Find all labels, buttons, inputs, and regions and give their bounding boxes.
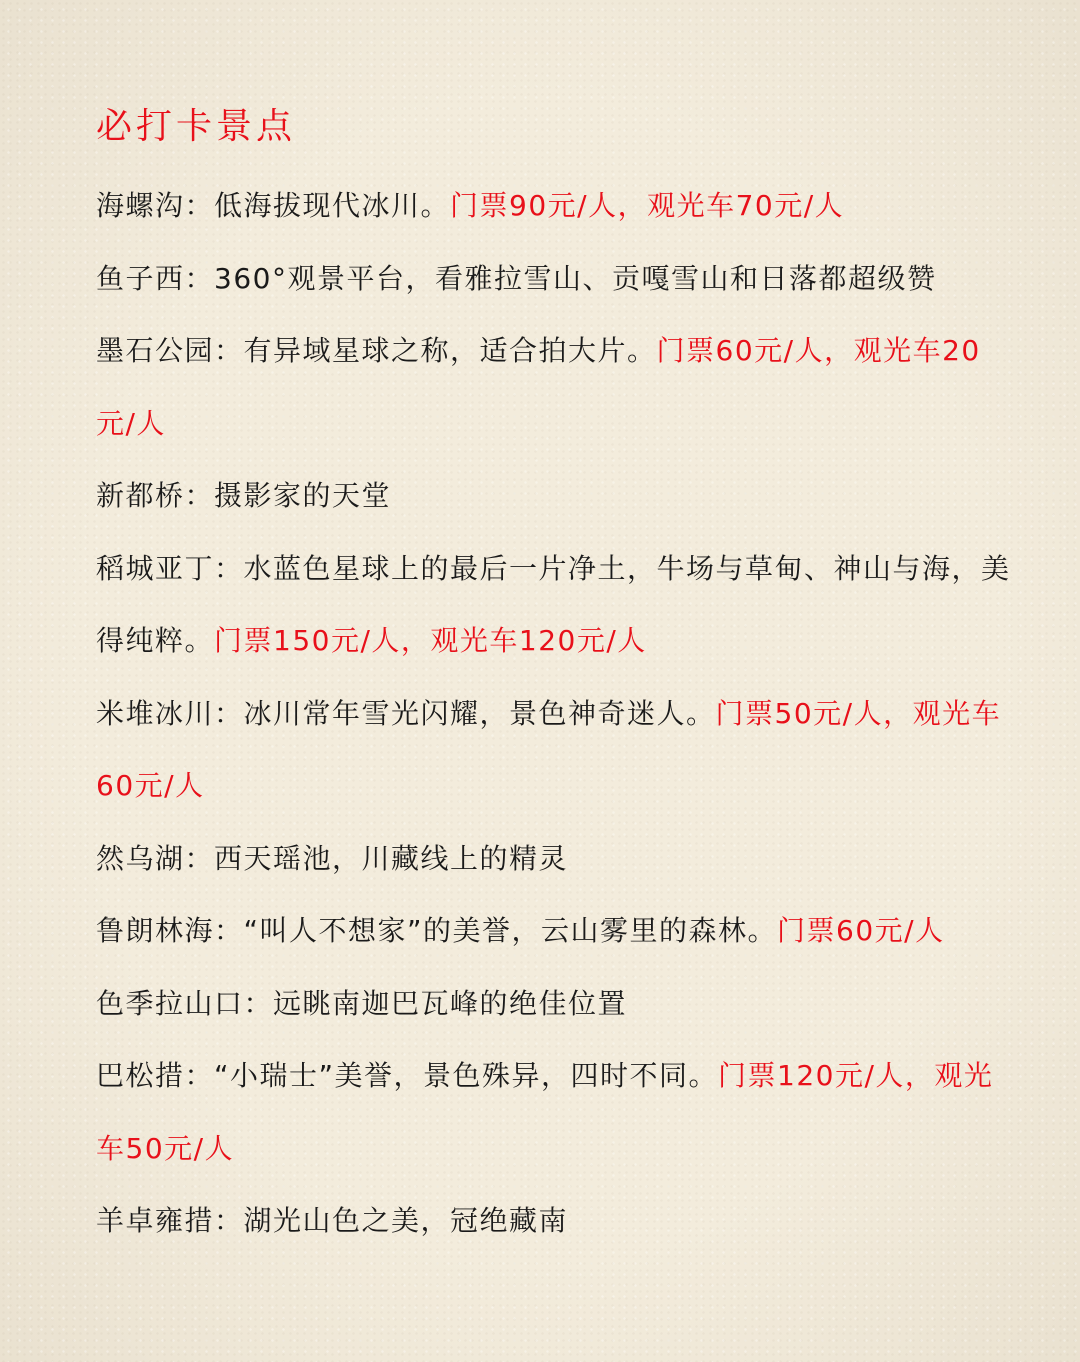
attraction-item: [96, 170, 1020, 243]
attraction-item: [96, 315, 1020, 460]
separator: ：: [214, 914, 244, 947]
ticket-price: 门票90元/人，观光车70元/人: [450, 189, 845, 222]
attraction-item: [96, 968, 1020, 1041]
attraction-description: “叫人不想家”的美誉，云山雾里的森林。: [243, 914, 778, 947]
attraction-name: 新都桥: [96, 479, 185, 512]
ticket-price: 门票120元/人，观光车50元/人: [96, 1059, 994, 1165]
separator: ：: [184, 479, 215, 512]
ticket-price: 门票60元/人: [777, 914, 945, 947]
attraction-description: 西天瑶池，川藏线上的精灵: [214, 841, 569, 875]
attraction-item: [96, 678, 1020, 823]
attraction-description: 水蓝色星球上的最后一片净土，牛场与草甸、神山与海，美得纯粹。: [96, 551, 1011, 657]
attraction-item: [96, 1185, 1020, 1258]
attraction-name: 鲁朗林海: [96, 914, 215, 947]
ticket-price: 门票60元/人，观光车20元/人: [96, 334, 981, 440]
separator: ：: [214, 1204, 244, 1237]
attraction-description: 摄影家的天堂: [214, 479, 392, 512]
attraction-description: 远眺南迦巴瓦峰的绝佳位置: [273, 986, 628, 1020]
attraction-item: [96, 823, 1020, 896]
attraction-description: 低海拔现代冰川。: [214, 189, 451, 222]
separator: ：: [184, 841, 215, 875]
attraction-description: 湖光山色之美，冠绝藏南: [243, 1204, 569, 1237]
separator: ：: [184, 1059, 215, 1092]
attraction-name: 鱼子西: [96, 261, 185, 295]
attraction-name: 羊卓雍措: [96, 1204, 215, 1237]
attraction-list: [96, 170, 1020, 1258]
attraction-name: 墨石公园: [96, 334, 215, 367]
attraction-description: “小瑞士”美誉，景色殊异，四时不同。: [214, 1059, 719, 1092]
page-title: 必打卡景点: [96, 106, 297, 147]
separator: ：: [184, 261, 215, 295]
attraction-description: 冰川常年雪光闪耀，景色神奇迷人。: [243, 696, 716, 730]
attraction-name: 海螺沟: [96, 189, 185, 222]
attraction-name: 色季拉山口: [96, 986, 244, 1020]
attraction-name: 稻城亚丁: [96, 551, 215, 585]
ticket-price: 门票50元/人，观光车60元/人: [96, 696, 1002, 802]
separator: ：: [214, 696, 244, 730]
attraction-item: [96, 243, 1020, 316]
attraction-description: 360°观景平台，看雅拉雪山、贡嘎雪山和日落都超级赞: [214, 261, 937, 295]
ticket-price: 门票150元/人，观光车120元/人: [214, 624, 647, 657]
attraction-description: 有异域星球之称，适合拍大片。: [243, 334, 657, 367]
attraction-item: [96, 533, 1020, 678]
separator: ：: [214, 334, 244, 367]
attraction-name: 巴松措: [96, 1059, 185, 1092]
separator: ：: [243, 986, 274, 1020]
attraction-item: [96, 1040, 1020, 1185]
attraction-name: 米堆冰川: [96, 696, 215, 730]
attraction-item: [96, 460, 1020, 533]
attraction-name: 然乌湖: [96, 841, 185, 875]
attraction-item: [96, 895, 1020, 968]
separator: ：: [214, 551, 244, 585]
separator: ：: [184, 189, 215, 222]
